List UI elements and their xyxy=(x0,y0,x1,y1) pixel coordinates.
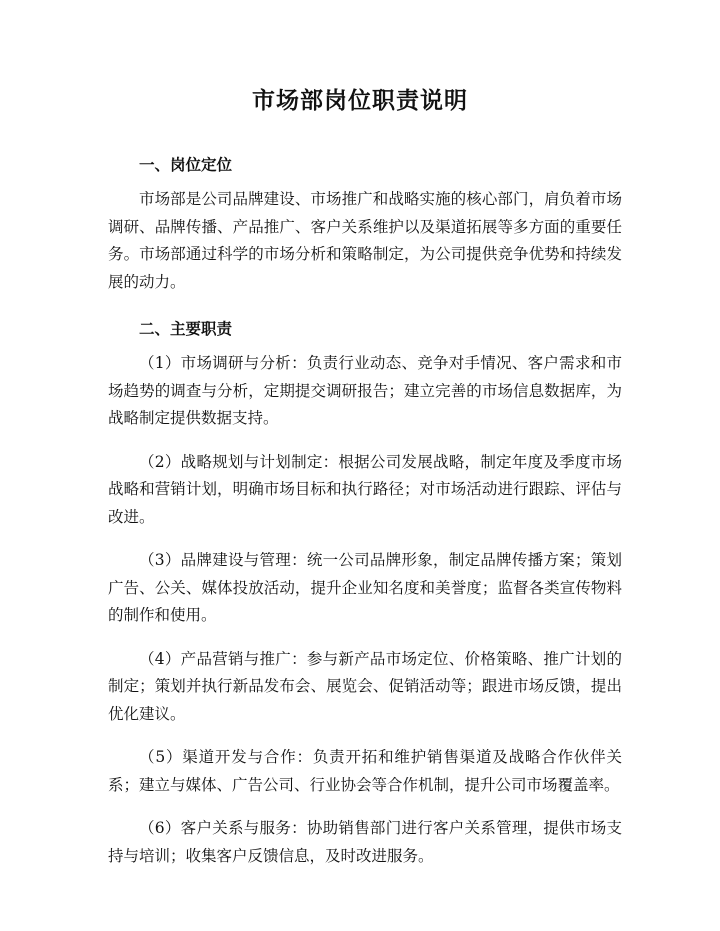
section-positioning xyxy=(108,152,622,296)
section-responsibilities xyxy=(108,316,622,870)
responsibility-item: （3）品牌建设与管理：统一公司品牌形象，制定品牌传播方案；策划广告、公关、媒体投放活动，提升企业知名度和美誉度；监督各类宣传物料的制作和使用。 xyxy=(108,551,622,624)
item-spacer xyxy=(108,799,622,815)
paragraph: 市场部是公司品牌建设、市场推广和战略实施的核心部门，肩负着市场调研、品牌传播、产品推广、客户关系维护以及渠道拓展等多方面的重要任务。市场部通过科学的市场分析和策略制定，为公司提供竞争优势和持续发展的动力。 xyxy=(108,190,622,291)
document-body xyxy=(108,152,622,870)
responsibility-item: （1）市场调研与分析：负责行业动态、竞争对手情况、客户需求和市场趋势的调查与分析，定期提交调研报告；建立完善的市场信息数据库，为战略制定提供数据支持。 xyxy=(108,354,622,427)
section-spacer xyxy=(108,296,622,316)
item-spacer xyxy=(108,433,622,449)
responsibility-item: （5）渠道开发与合作：负责开拓和维护销售渠道及战略合作伙伴关系；建立与媒体、广告公司、行业协会等合作机制，提升公司市场覆盖率。 xyxy=(108,748,622,794)
item-spacer xyxy=(108,728,622,744)
section-heading: 一、岗位定位 xyxy=(139,155,233,174)
responsibility-item: （4）产品营销与推广：参与新产品市场定位、价格策略、推广计划的制定；策划并执行新品发布会、展览会、促销活动等；跟进市场反馈，提出优化建议。 xyxy=(108,649,622,723)
item-spacer xyxy=(108,531,622,547)
section-heading: 二、主要职责 xyxy=(139,319,233,338)
item-spacer xyxy=(108,630,622,646)
document-title: 市场部岗位职责说明 xyxy=(252,87,468,114)
responsibility-item: （6）客户关系与服务：协助销售部门进行客户关系管理，提供市场支持与培训；收集客户反馈信息，及时改进服务。 xyxy=(108,819,622,865)
responsibility-item: （2）战略规划与计划制定：根据公司发展战略，制定年度及季度市场战略和营销计划，明确市场目标和执行路径；对市场活动进行跟踪、评估与改进。 xyxy=(108,452,622,526)
